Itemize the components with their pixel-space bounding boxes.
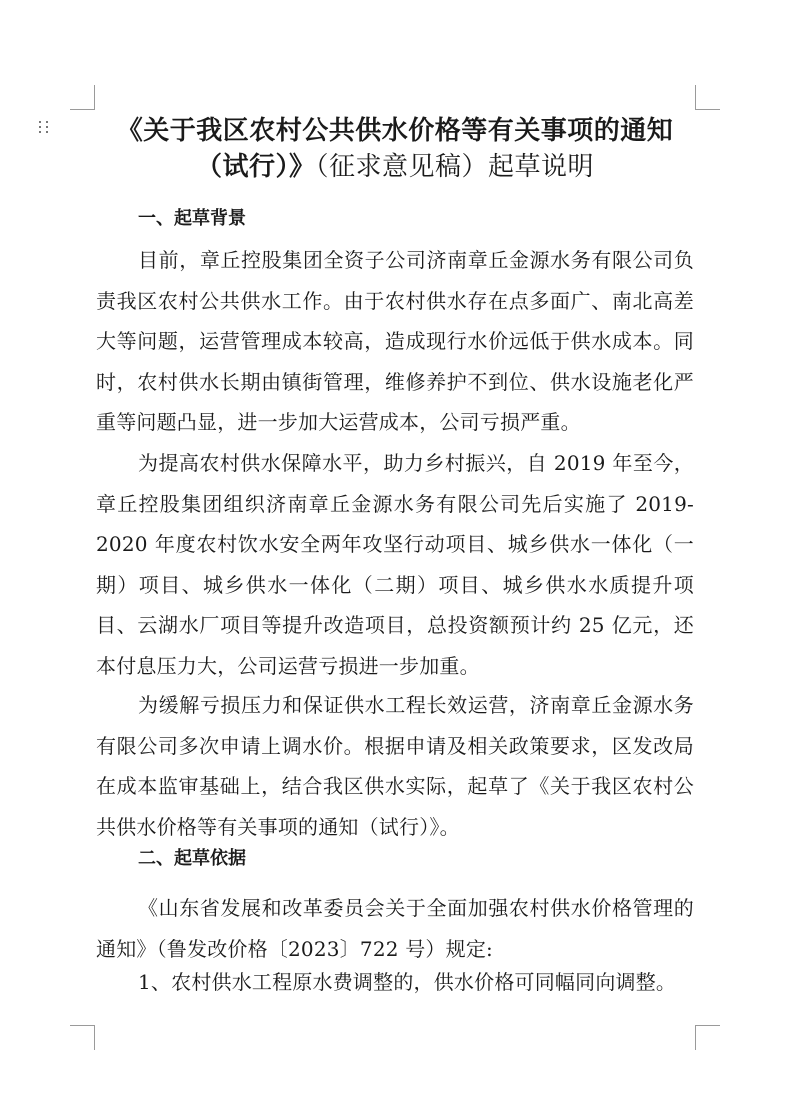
document-title-draft-part: （征求意见稿）起草说明 [315, 152, 595, 182]
body-paragraph: 为提高农村供水保障水平，助力乡村振兴，自 2019 年至今，章丘控股集团组织济南章丘金源水务有限公司先后实施了 2019-2020 年度农村饮水安全两年攻坚行动项目、城乡供水一体化（一期）项目、城乡供水一体化（二期）项目、城乡供水水质提升项目、云湖水厂项目等提升改造项目，总投资额预计约 25 亿元，还本付息压力大，公司运营亏损进一步加重。 [96, 451, 694, 678]
document-title-line-1: 《关于我区农村公共供水价格等有关事项的通知 [116, 116, 674, 146]
body-paragraph: 《山东省发展和改革委员会关于全面加强农村供水价格管理的通知》（鲁发改价格〔2023〕722 号）规定: [96, 896, 694, 961]
section-heading-background: 一、起草背景 [138, 208, 246, 229]
page-corner-mark-bottom-right [695, 1025, 720, 1050]
page-corner-mark-bottom-left [70, 1025, 95, 1050]
drag-handle-icon[interactable] [38, 120, 50, 136]
page-corner-mark-top-right [695, 85, 720, 110]
page-corner-mark-top-left [70, 85, 95, 110]
document-title-trial-part: （试行）》 [195, 152, 316, 182]
body-paragraph: 为缓解亏损压力和保证供水工程长效运营，济南章丘金源水务有限公司多次申请上调水价。根据申请及相关政策要求，区发改局在成本监审基础上，结合我区供水实际，起草了《关于我区农村公共供水价格等有关事项的通知（试行）》。 [96, 693, 694, 839]
section-heading-basis: 二、起草依据 [138, 848, 246, 869]
document-title-line-2 [95, 150, 695, 184]
body-paragraph: 目前，章丘控股集团全资子公司济南章丘金源水务有限公司负责我区农村公共供水工作。由于农村供水存在点多面广、南北高差大等问题，运营管理成本较高，造成现行水价远低于供水成本。同时，农村供水长期由镇街管理，维修养护不到位、供水设施老化严重等问题凸显，进一步加大运营成本，公司亏损严重。 [96, 248, 694, 434]
body-paragraph: 1、农村供水工程原水费调整的，供水价格可同幅同向调整。 [138, 970, 677, 994]
